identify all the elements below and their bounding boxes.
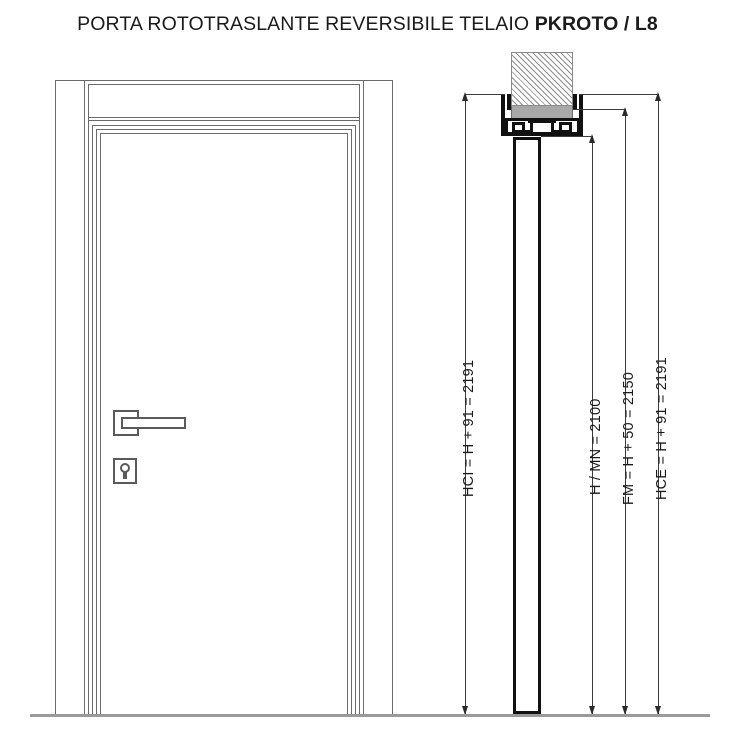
dimension-label-h-mn: H / MN = 2100 [588,398,604,495]
door-leaf-section [513,137,541,714]
frame-inner-left [88,84,89,715]
keyhole-stem-icon [123,471,127,479]
frame-inner-right [359,84,360,715]
dimension-label-hci: HCI = H + 91 = 2191 [461,359,477,497]
carriage-roller-right [551,130,561,133]
carriage-right-slot [562,125,569,130]
dimension-ext-hci [465,94,505,95]
dimension-label-hce: HCE = H + 91 = 2191 [654,357,670,500]
frame-outer-right [363,80,364,715]
lintel-hatch-block [511,52,573,106]
wall-reveal-top-edge [55,80,393,81]
dimension-ext-fm [573,109,625,110]
carriage-left-slot [515,125,522,130]
wall-reveal-right-edge [392,80,393,715]
frame-head-bottom-outer [88,117,360,118]
handle-lever [121,417,186,429]
page-title-normal: PORTA ROTOTRASLANTE REVERSIBILE TELAIO [77,13,535,35]
page-title-bold: PKROTO / L8 [534,13,658,35]
frame-head-top [88,84,360,85]
floor-line [30,714,710,717]
rail-casing-left-inner [507,94,511,110]
vertical-section-view [440,0,735,735]
rail-casing-right-inner [573,94,577,110]
frame-head-bottom-inner [88,120,360,121]
rail-body-right-wall [577,118,580,136]
dimension-ext-h-mn [541,136,592,137]
carriage-roller-left [523,130,533,133]
rail-body-left-wall [505,118,508,136]
dimension-label-fm: FM = H + 50 = 2150 [621,372,637,505]
dimension-ext-hce [579,94,658,95]
wall-reveal-left-edge [55,80,56,715]
frame-outer-left [84,80,85,715]
